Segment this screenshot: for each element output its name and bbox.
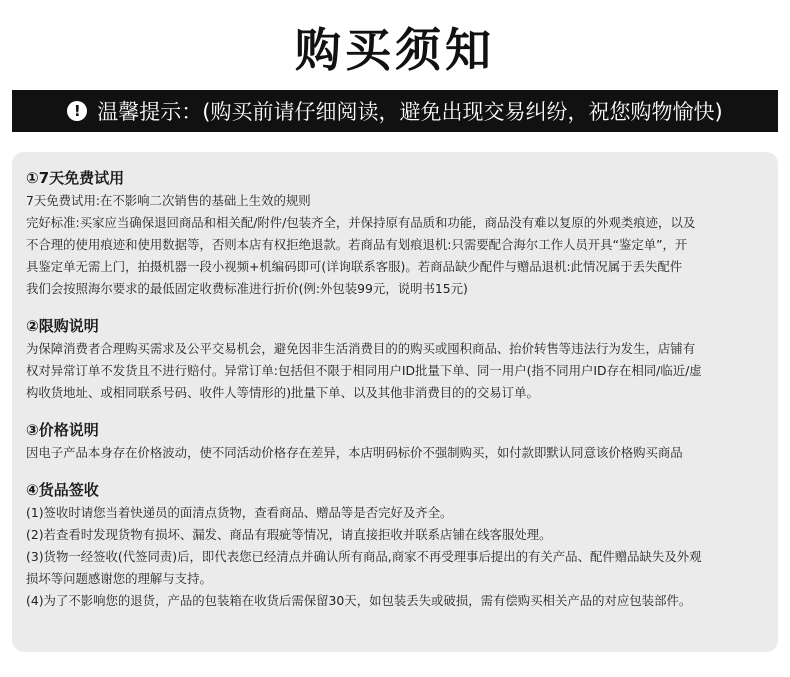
section-line: 具鉴定单无需上门，拍摄机器一段小视频+机编码即可(详询联系客服)。若商品缺少配件与赠品退机:此情况属于丢失配件: [26, 259, 683, 274]
page-title: 购买须知: [295, 23, 495, 77]
section-purchase-limit: [26, 314, 764, 404]
banner-text: 温馨提示：(购买前请仔细阅读，避免出现交易纠纷，祝您购物愉快): [97, 100, 723, 124]
section-line: (2)若查看时发现货物有损坏、漏发、商品有瑕疵等情况，请直接拒收并联系店铺在线客服处理。: [26, 527, 552, 542]
section-line: 构收货地址、或相同联系号码、收件人等情形的)批量下单、以及其他非消费目的的交易订单。: [26, 385, 539, 400]
section-line: 为保障消费者合理购买需求及公平交易机会，避免因非生活消费目的的购买或囤积商品、抬价转售等违法行为发生，店铺有: [26, 341, 696, 356]
section-price: [26, 418, 764, 464]
section-line: (3)货物一经签收(代签同责)后，即代表您已经清点并确认所有商品,商家不再受理事后提出的有关产品、配件赠品缺失及外观: [26, 549, 702, 564]
section-line: 损坏等问题感谢您的理解与支持。: [26, 571, 212, 586]
section-line: 7天免费试用:在不影响二次销售的基础上生效的规则: [26, 193, 311, 208]
section-title: ②限购说明: [26, 317, 99, 335]
section-line: 完好标准:买家应当确保退回商品和相关配/附件/包装齐全，并保持原有品质和功能，商品没有难以复原的外观类痕迹，以及: [26, 215, 696, 230]
section-trial: [26, 166, 764, 300]
section-title: ④货品签收: [26, 481, 99, 499]
section-line: 因电子产品本身存在价格波动，使不同活动价格存在差异，本店明码标价不强制购买，如付款即默认同意该价格购买商品: [26, 445, 683, 460]
section-line: (1)签收时请您当着快递员的面清点货物，查看商品、赠品等是否完好及齐全。: [26, 505, 453, 520]
section-line: 不合理的使用痕迹和使用数据等，否则本店有权拒绝退款。若商品有划痕退机:只需要配合海尔工作人员开具“鉴定单”，开: [26, 237, 688, 252]
section-title: ③价格说明: [26, 421, 99, 439]
section-line: 权对异常订单不发货且不进行赔付。异常订单:包括但不限于相同用户ID批量下单、同一用户(指不同用户ID存在相同/临近/虚: [26, 363, 702, 378]
section-title: ①7天免费试用: [26, 169, 125, 187]
exclamation-icon: !: [67, 101, 87, 121]
section-line: 我们会按照海尔要求的最低固定收费标准进行折价(例:外包装99元，说明书15元): [26, 281, 468, 296]
section-line: (4)为了不影响您的退货，产品的包装箱在收货后需保留30天，如包装丢失或破损，需有偿购买相关产品的对应包装部件。: [26, 593, 692, 608]
notice-panel: [12, 152, 778, 652]
notice-banner: [12, 90, 778, 132]
section-delivery: [26, 478, 764, 612]
